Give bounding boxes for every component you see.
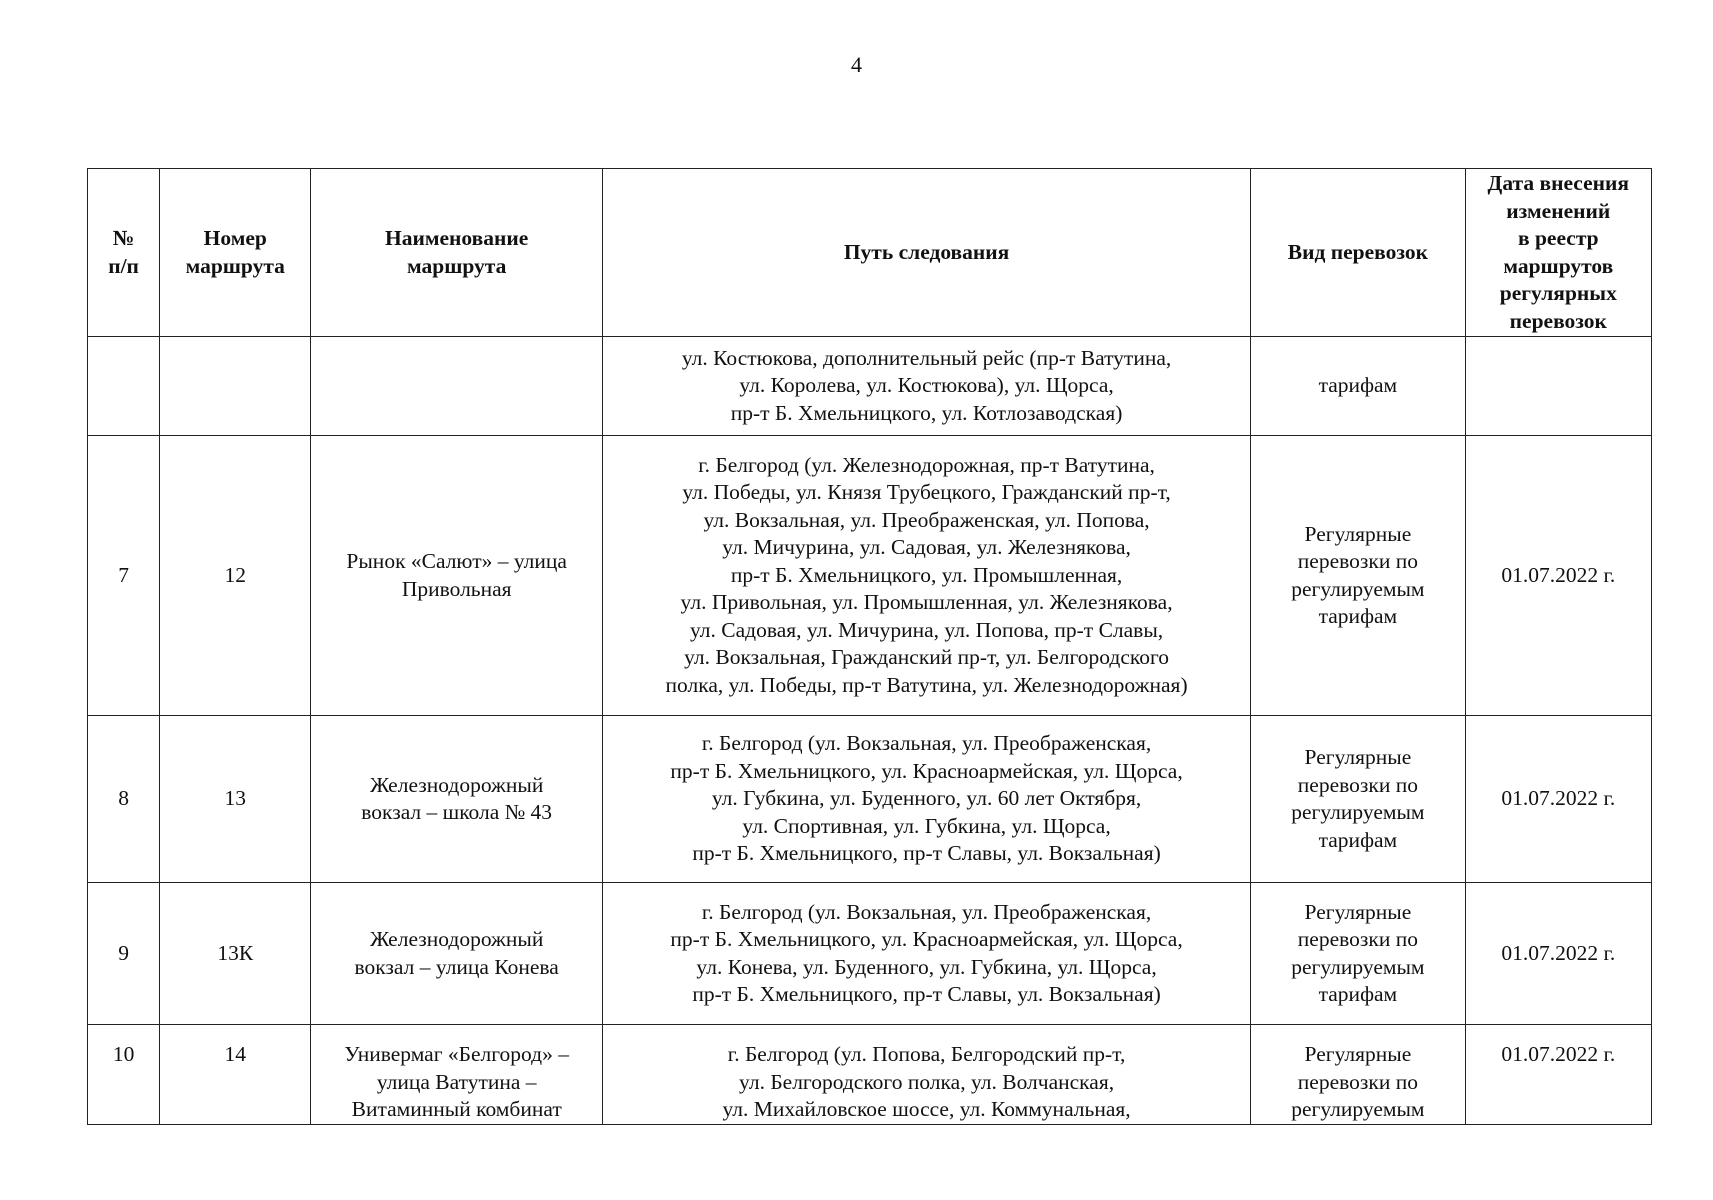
cell-date: 01.07.2022 г.: [1465, 1025, 1651, 1125]
cell-date: [1465, 337, 1651, 436]
cell-route-number: 12: [160, 436, 311, 716]
cell-path: г. Белгород (ул. Вокзальная, ул. Преображенская, пр-т Б. Хмельницкого, ул. Красноармейская, ул. Щорса, ул. Конева, ул. Буденного, ул. Губкина, ул. Щорса, пр-т Б. Хмельницкого, пр-т Славы, ул. Вокзальная): [602, 883, 1250, 1025]
table-row: [88, 436, 1652, 716]
table-row-continuation: [88, 337, 1652, 436]
cell-transport-type: тарифам: [1251, 337, 1465, 436]
cell-transport-type: Регулярные перевозки по регулируемым тарифам: [1251, 883, 1465, 1025]
cell-number: 7: [88, 436, 160, 716]
header-route-name: Наименование маршрута: [311, 169, 603, 337]
cell-date: 01.07.2022 г.: [1465, 883, 1651, 1025]
cell-number: [88, 337, 160, 436]
table-header-row: [88, 169, 1652, 337]
cell-route-number: [160, 337, 311, 436]
cell-route-name: Железнодорожный вокзал – школа № 43: [311, 716, 603, 883]
cell-path: г. Белгород (ул. Попова, Белгородский пр-т, ул. Белгородского полка, ул. Волчанская, ул. Михайловское шоссе, ул. Коммунальная,: [602, 1025, 1250, 1125]
cell-route-number: 14: [160, 1025, 311, 1125]
cell-number: 10: [88, 1025, 160, 1125]
header-number: № п/п: [88, 169, 160, 337]
cell-date: 01.07.2022 г.: [1465, 436, 1651, 716]
header-transport-type: Вид перевозок: [1251, 169, 1465, 337]
cell-transport-type: Регулярные перевозки по регулируемым тарифам: [1251, 436, 1465, 716]
cell-route-number: 13К: [160, 883, 311, 1025]
cell-date: 01.07.2022 г.: [1465, 716, 1651, 883]
cell-number: 8: [88, 716, 160, 883]
cell-route-number: 13: [160, 716, 311, 883]
table-row: [88, 883, 1652, 1025]
table-row: [88, 716, 1652, 883]
cell-path: г. Белгород (ул. Вокзальная, ул. Преображенская, пр-т Б. Хмельницкого, ул. Красноармейская, ул. Щорса, ул. Губкина, ул. Буденного, ул. 60 лет Октября, ул. Спортивная, ул. Губкина, ул. Щорса, пр-т Б. Хмельницкого, пр-т Славы, ул. Вокзальная): [602, 716, 1250, 883]
cell-path: ул. Костюкова, дополнительный рейс (пр-т Ватутина, ул. Королева, ул. Костюкова), ул. Щорса, пр-т Б. Хмельницкого, ул. Котлозаводская): [602, 337, 1250, 436]
header-path: Путь следования: [602, 169, 1250, 337]
cell-path: г. Белгород (ул. Железнодорожная, пр-т Ватутина, ул. Победы, ул. Князя Трубецкого, Гражданский пр-т, ул. Вокзальная, ул. Преображенская, ул. Попова, ул. Мичурина, ул. Садовая, ул. Железнякова, пр-т Б. Хмельницкого, ул. Промышленная, ул. Привольная, ул. Промышленная, ул. Железнякова, ул. Садовая, ул. Мичурина, ул. Попова, пр-т Славы, ул. Вокзальная, Гражданский пр-т, ул. Белгородского полка, ул. Победы, пр-т Ватутина, ул. Железнодорожная): [602, 436, 1250, 716]
cell-route-name: Универмаг «Белгород» – улица Ватутина – Витаминный комбинат: [311, 1025, 603, 1125]
cell-route-name: Железнодорожный вокзал – улица Конева: [311, 883, 603, 1025]
cell-transport-type: Регулярные перевозки по регулируемым: [1251, 1025, 1465, 1125]
header-change-date: Дата внесения изменений в реестр маршрутов регулярных перевозок: [1465, 169, 1651, 337]
table-row: [88, 1025, 1652, 1125]
page-number: 4: [851, 52, 862, 77]
cell-route-name: Рынок «Салют» – улица Привольная: [311, 436, 603, 716]
cell-number: 9: [88, 883, 160, 1025]
header-route-number: Номер маршрута: [160, 169, 311, 337]
route-registry-table: [87, 168, 1652, 1125]
cell-route-name: [311, 337, 603, 436]
cell-transport-type: Регулярные перевозки по регулируемым тарифам: [1251, 716, 1465, 883]
